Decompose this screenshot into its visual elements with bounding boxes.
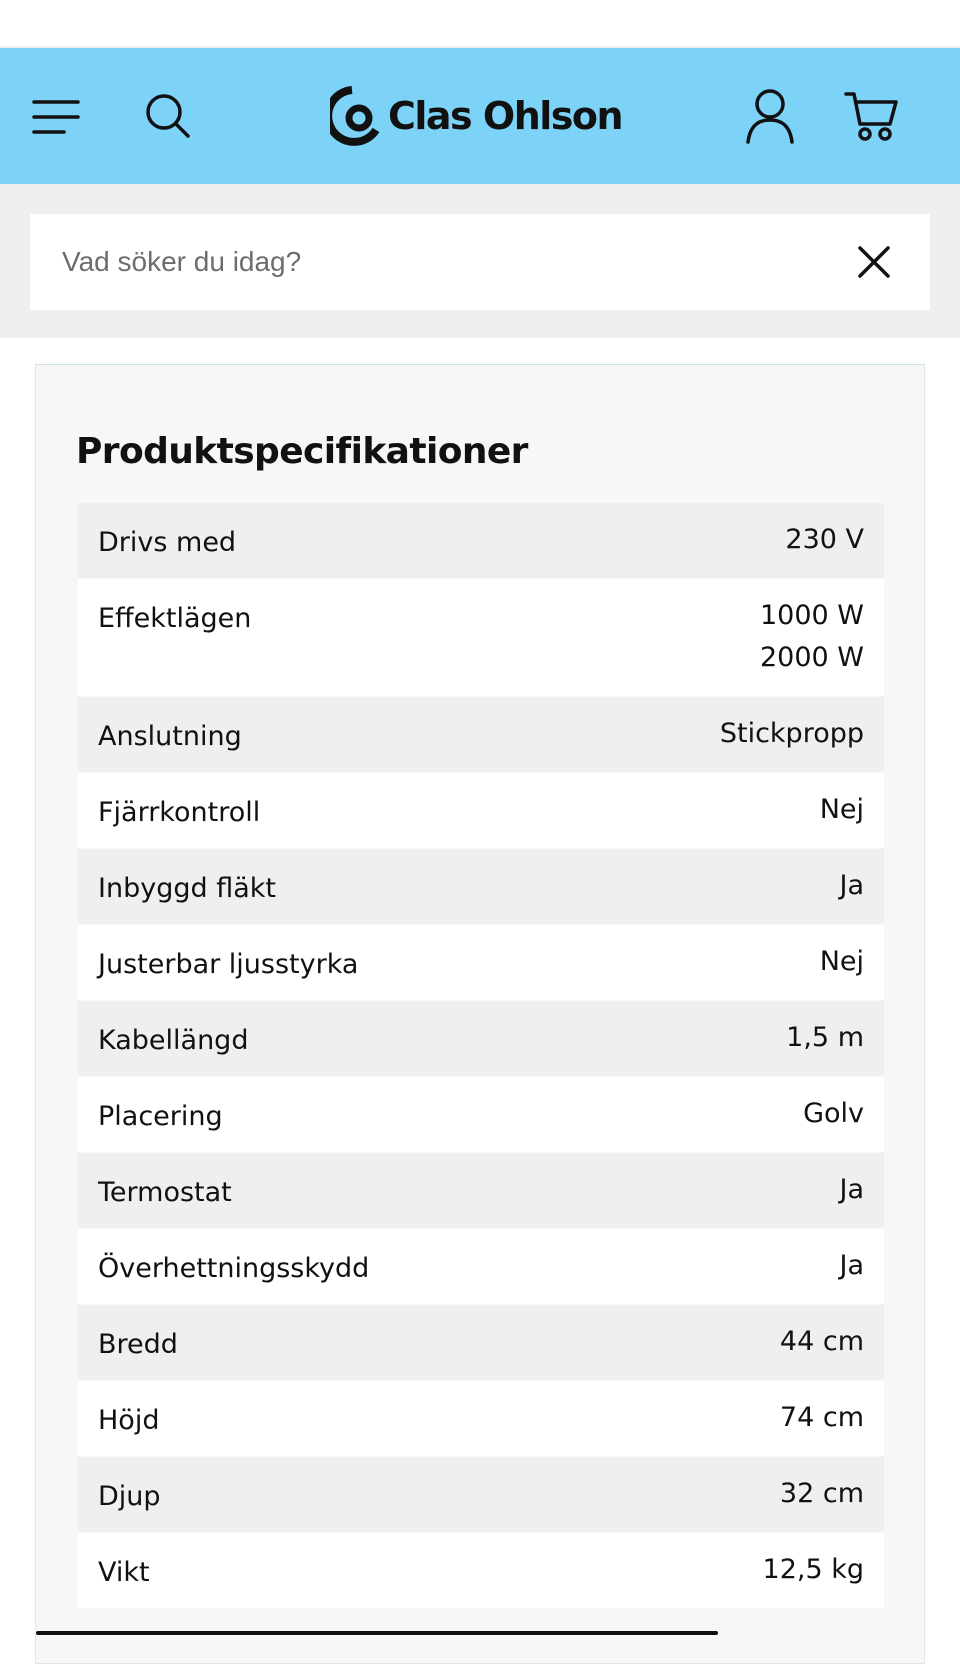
specs-table	[78, 503, 884, 1609]
spec-value: 44 cm	[779, 1326, 864, 1357]
product-specs-card	[35, 364, 925, 1664]
close-icon[interactable]	[850, 238, 898, 286]
cart-icon[interactable]	[840, 84, 904, 148]
spec-row	[78, 1153, 884, 1229]
spec-row	[78, 1381, 884, 1457]
spec-value: 1,5 m	[786, 1022, 864, 1053]
spec-value: 74 cm	[779, 1402, 864, 1433]
specs-title: Produktspecifikationer	[76, 431, 528, 472]
spec-label: Effektlägen	[98, 603, 252, 634]
spec-value: Ja	[839, 870, 864, 901]
spec-value: Stickpropp	[719, 718, 864, 749]
spec-label: Djup	[98, 1481, 161, 1512]
spec-row	[78, 849, 884, 925]
spec-value: Nej	[819, 946, 864, 977]
account-icon[interactable]	[740, 84, 800, 148]
spec-value: 1000 W 2000 W	[760, 600, 864, 673]
spec-row	[78, 697, 884, 773]
spec-value: Golv	[803, 1098, 864, 1129]
spec-label: Överhettningsskydd	[98, 1253, 370, 1284]
site-header	[0, 48, 960, 184]
spec-row	[78, 1305, 884, 1381]
spec-value: Ja	[839, 1174, 864, 1205]
spec-row	[78, 579, 884, 697]
spec-row	[78, 1001, 884, 1077]
spec-value: 32 cm	[779, 1478, 864, 1509]
spec-label: Fjärrkontroll	[98, 797, 261, 828]
brand-mark-icon	[330, 86, 380, 146]
spec-row	[78, 1229, 884, 1305]
spec-row	[78, 1077, 884, 1153]
spec-label: Kabellängd	[98, 1025, 249, 1056]
menu-icon[interactable]	[28, 92, 84, 142]
spec-row	[78, 925, 884, 1001]
spec-row	[78, 1533, 884, 1609]
spec-row	[78, 503, 884, 579]
search-input[interactable]	[62, 232, 850, 292]
spec-row	[78, 773, 884, 849]
spec-value: 12,5 kg	[762, 1554, 864, 1585]
spec-label: Inbyggd fläkt	[98, 873, 276, 904]
spec-label: Drivs med	[98, 527, 237, 558]
brand-name: Clas Ohlson	[388, 94, 623, 138]
spec-label: Vikt	[98, 1557, 150, 1588]
search-icon[interactable]	[140, 88, 196, 144]
brand-logo[interactable]	[330, 86, 622, 146]
search-area	[0, 184, 960, 338]
spec-value: Nej	[819, 794, 864, 825]
spec-value: 230 V	[785, 524, 864, 555]
spec-row	[78, 1457, 884, 1533]
spec-value: Ja	[839, 1250, 864, 1281]
spec-label: Bredd	[98, 1329, 178, 1360]
top-strip	[0, 0, 960, 48]
spec-label: Anslutning	[98, 721, 242, 752]
search-box	[30, 214, 930, 310]
spec-label: Placering	[98, 1101, 223, 1132]
spec-label: Termostat	[98, 1177, 232, 1208]
spec-label: Höjd	[98, 1405, 160, 1436]
spec-label: Justerbar ljusstyrka	[98, 949, 359, 980]
scroll-indicator	[36, 1631, 718, 1635]
